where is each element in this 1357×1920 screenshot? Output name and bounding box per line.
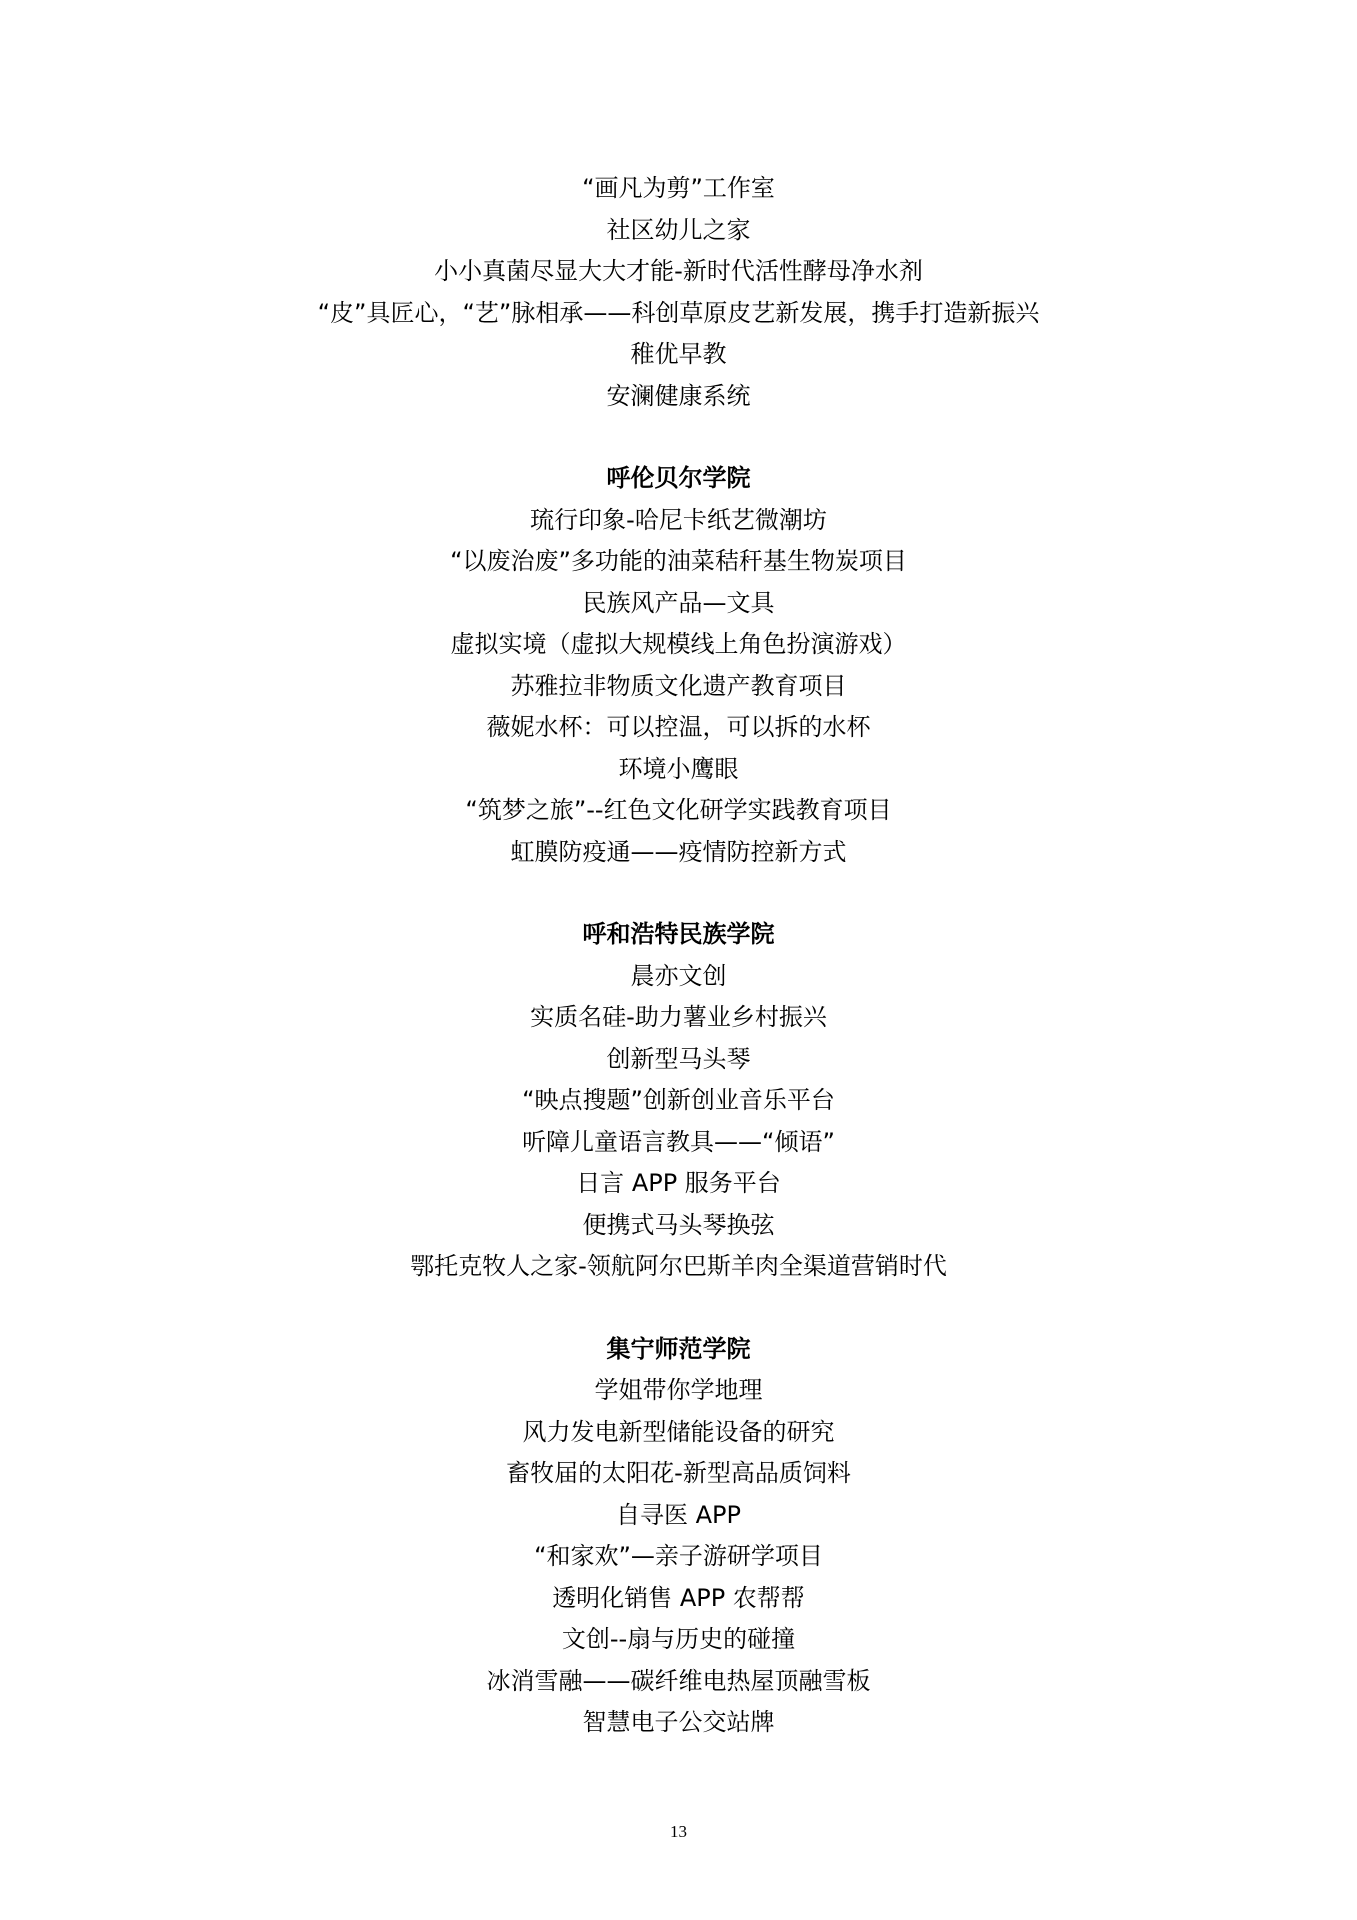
project-item: 虚拟实境（虚拟大规模线上角色扮演游戏）	[450, 630, 907, 658]
project-item: 自寻医 APP	[616, 1500, 741, 1529]
project-item: 稚优早教	[630, 340, 727, 368]
project-item: 听障儿童语言教具——“倾语”	[522, 1127, 835, 1156]
project-item: “画凡为剪”工作室	[582, 174, 775, 202]
project-item: “和家欢”—亲子游研学项目	[534, 1542, 823, 1570]
project-item: 小小真菌尽显大大才能-新时代活性酵母净水剂	[434, 257, 923, 285]
section-hohhot-minzu-college	[0, 914, 1357, 1288]
page-number: 13	[670, 1822, 687, 1841]
section-heading: 集宁师范学院	[606, 1334, 751, 1363]
project-item: 创新型马头琴	[606, 1044, 751, 1073]
project-item: 晨亦文创	[630, 961, 727, 990]
project-item: 薇妮水杯：可以控温，可以拆的水杯	[486, 713, 871, 741]
project-item: 透明化销售 APP 农帮帮	[552, 1583, 805, 1612]
project-item: 日言 APP 服务平台	[576, 1169, 781, 1197]
project-item: 风力发电新型储能设备的研究	[522, 1417, 835, 1446]
section-jining-normal-university	[0, 1329, 1357, 1744]
project-item: 畜牧届的太阳花-新型高品质饲料	[506, 1459, 851, 1487]
project-item: 琉行印象-哈尼卡纸艺微潮坊	[530, 505, 827, 534]
project-list	[0, 168, 1357, 1744]
project-item: “筑梦之旅”--红色文化研学实践教育项目	[465, 796, 892, 824]
project-item: 实质名硅-助力薯业乡村振兴	[530, 1003, 827, 1031]
project-item: 安澜健康系统	[606, 381, 751, 410]
section-untitled	[0, 168, 1357, 417]
project-item: 学姐带你学地理	[594, 1376, 763, 1404]
project-item: 文创--扇与历史的碰撞	[561, 1625, 796, 1653]
project-item: 环境小鹰眼	[618, 754, 739, 783]
section-heading: 呼伦贝尔学院	[606, 464, 751, 492]
project-item: 冰消雪融——碳纤维电热屋顶融雪板	[486, 1666, 871, 1695]
project-item: 智慧电子公交站牌	[582, 1708, 775, 1736]
project-item: 便携式马头琴换弦	[582, 1210, 775, 1239]
project-item: 民族风产品—文具	[582, 588, 775, 617]
project-item: 社区幼儿之家	[606, 215, 751, 244]
project-item: 苏雅拉非物质文化遗产教育项目	[510, 671, 847, 700]
section-heading: 呼和浩特民族学院	[582, 920, 775, 948]
project-item: 虹膜防疫通——疫情防控新方式	[510, 837, 847, 866]
project-item: 鄂托克牧人之家-领航阿尔巴斯羊肉全渠道营销时代	[410, 1252, 947, 1280]
section-hulunbuir-university	[0, 458, 1357, 873]
project-item: “映点搜题”创新创业音乐平台	[522, 1086, 835, 1114]
project-item: “皮”具匠心，“艺”脉相承——科创草原皮艺新发展，携手打造新振兴	[317, 298, 1040, 327]
project-item: “以废治废”多功能的油菜秸秆基生物炭项目	[450, 547, 907, 575]
